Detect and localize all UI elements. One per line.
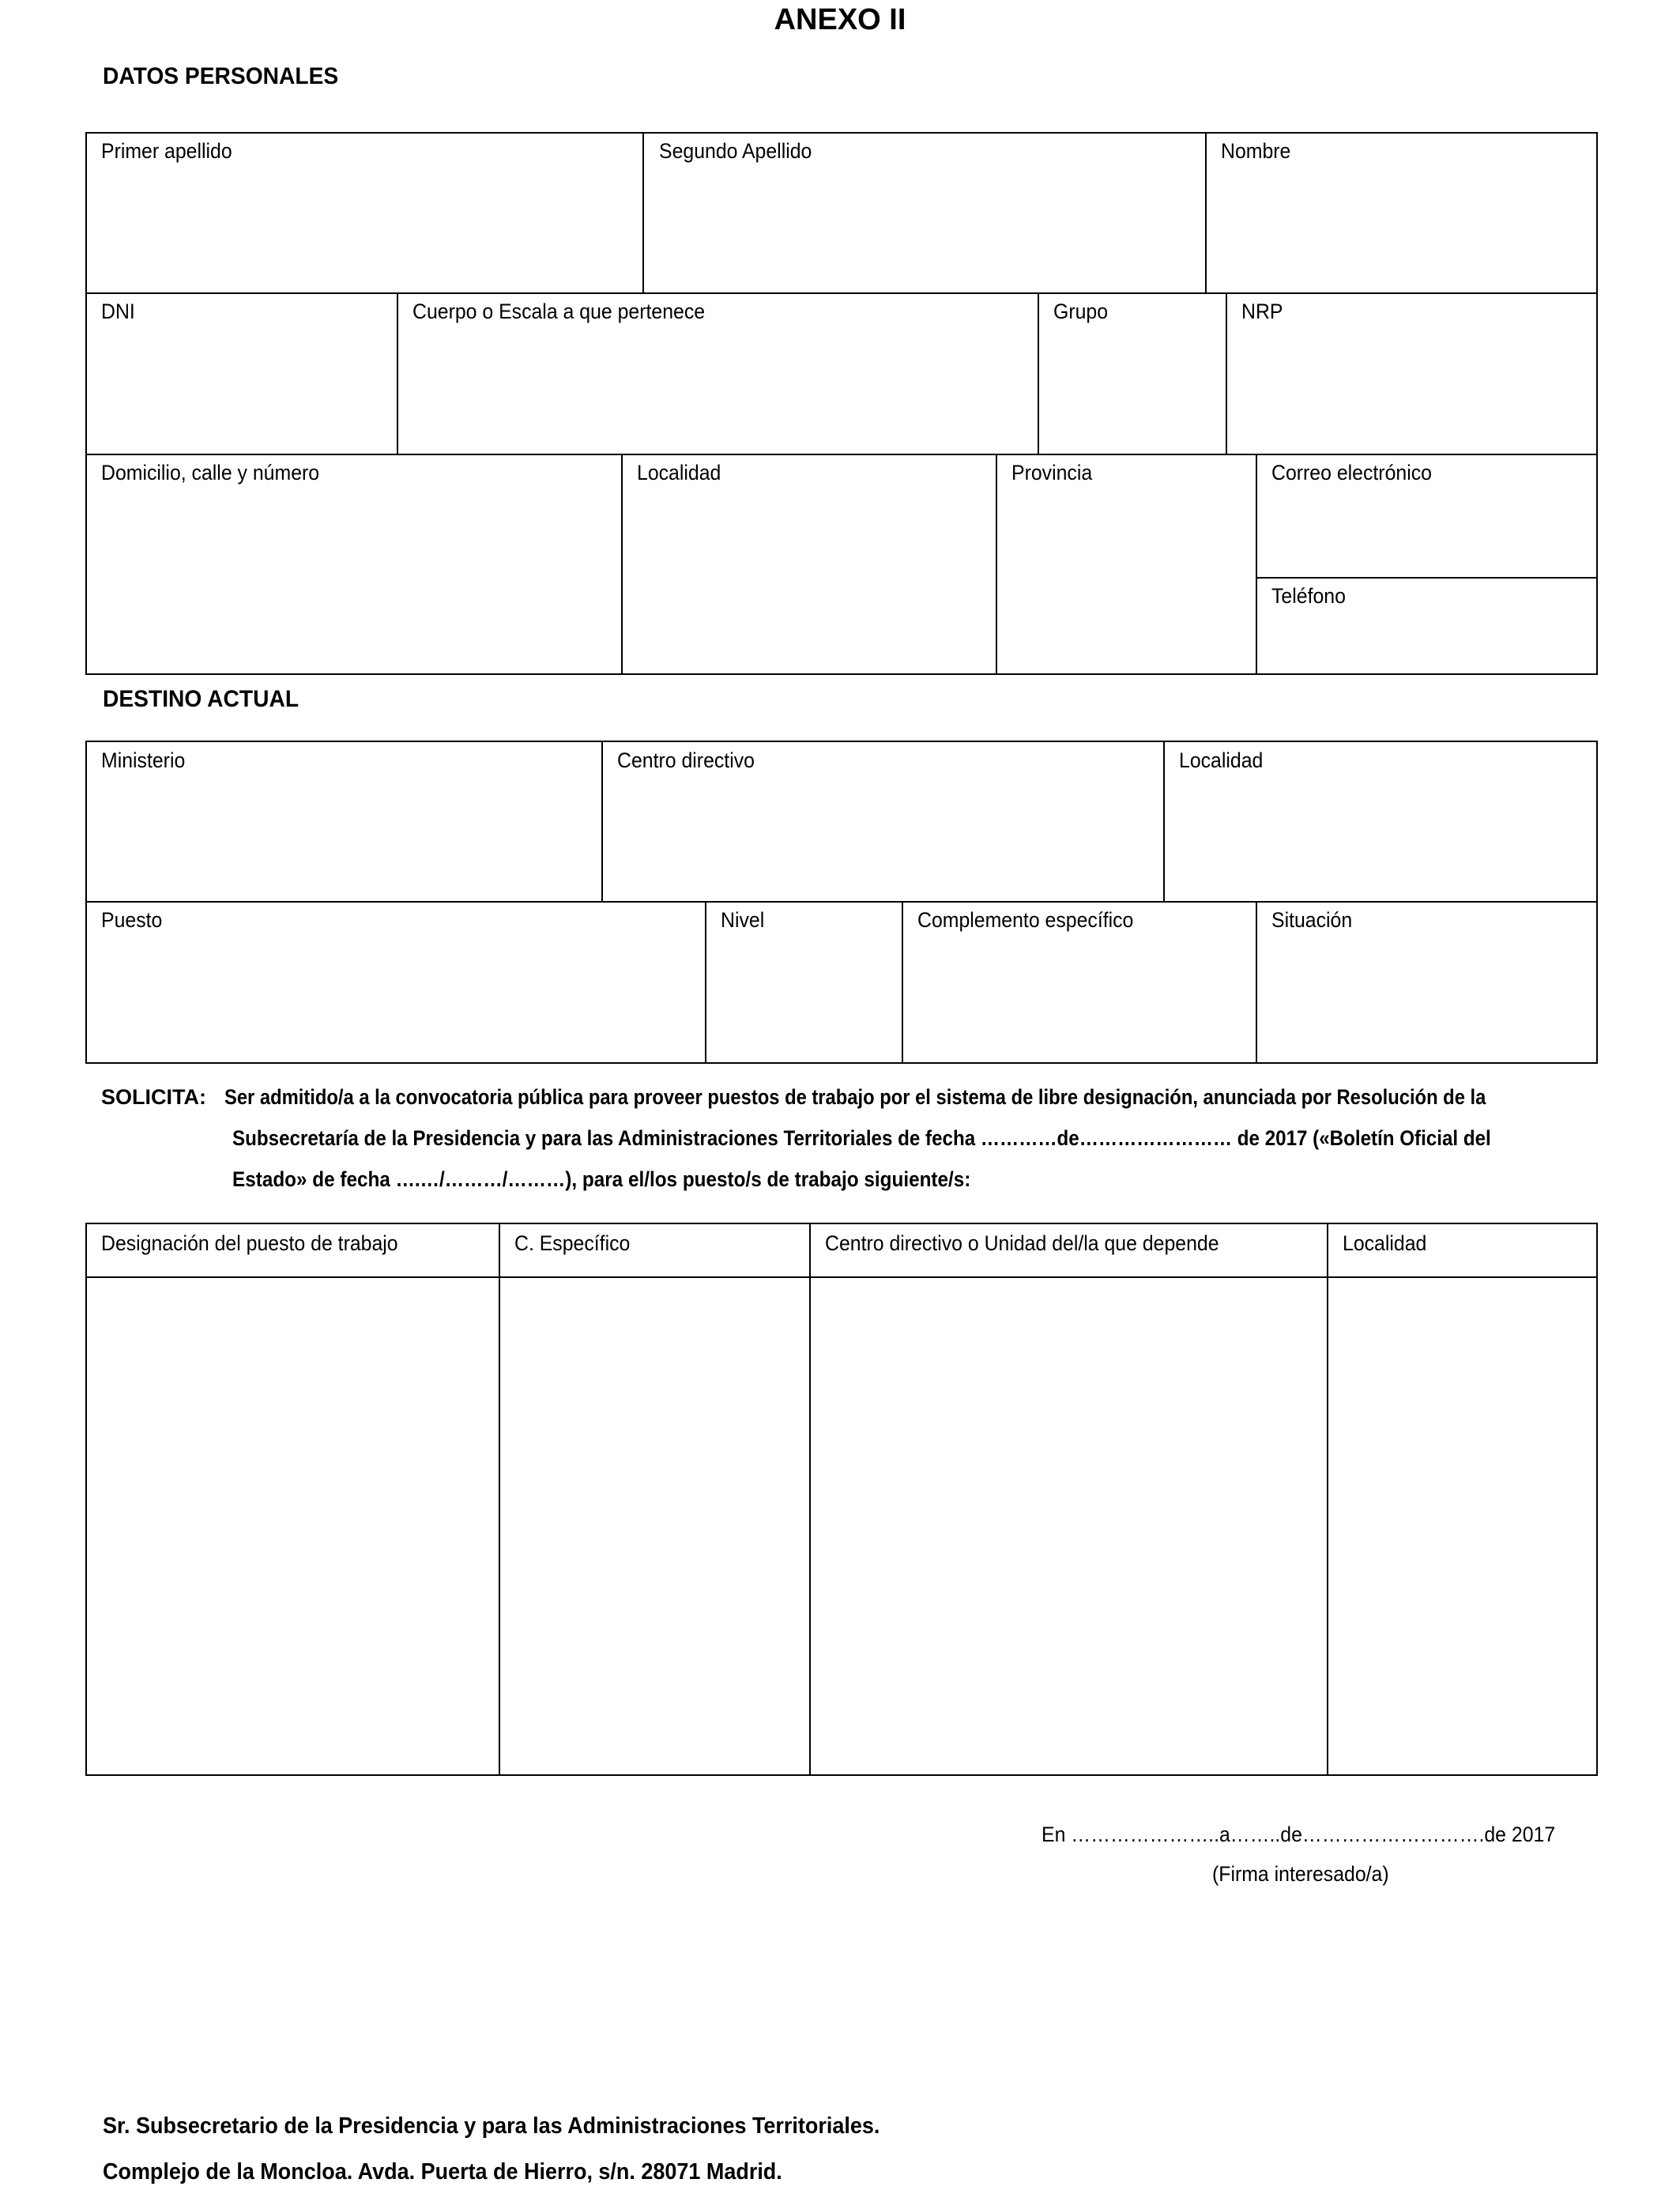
- field-nrp[interactable]: NRP: [1241, 300, 1283, 323]
- row-divider: [85, 901, 1598, 903]
- signature-caption: (Firma interesado/a): [1212, 1862, 1389, 1886]
- col-divider: [642, 132, 644, 293]
- column-header-centro-directivo: Centro directivo o Unidad del/la que depende: [825, 1231, 1219, 1255]
- col-divider: [902, 901, 903, 1064]
- row-divider: [85, 454, 1598, 455]
- col-divider: [1256, 454, 1257, 675]
- col-divider: [1205, 132, 1207, 293]
- solicita-line-1: Ser admitido/a a la convocatoria pública para proveer puestos de trabajo por el sistema de libre designación, anunciada por Resolución de la: [224, 1085, 1486, 1109]
- field-telefono[interactable]: Teléfono: [1271, 584, 1346, 608]
- col-divider: [1226, 292, 1227, 454]
- field-nivel[interactable]: Nivel: [721, 908, 765, 932]
- col-divider: [397, 292, 398, 454]
- column-header-c-especifico: C. Específico: [514, 1231, 631, 1255]
- col-divider: [1256, 901, 1257, 1064]
- field-grupo[interactable]: Grupo: [1053, 300, 1109, 323]
- cell-c-especifico[interactable]: [500, 1278, 809, 1774]
- col-divider: [601, 741, 603, 902]
- signature-place-date: En …………………..a……..de……………………….de 2017: [1042, 1823, 1556, 1846]
- field-primer-apellido[interactable]: Primer apellido: [101, 139, 232, 163]
- field-localidad[interactable]: Localidad: [637, 461, 721, 484]
- field-destino-localidad[interactable]: Localidad: [1179, 748, 1264, 772]
- solicita-label: SOLICITA:: [101, 1085, 206, 1109]
- recipient-line-1: Sr. Subsecretario de la Presidencia y para las Administraciones Territoriales.: [103, 2113, 880, 2139]
- row-divider: [1256, 577, 1598, 579]
- col-divider: [705, 901, 706, 1064]
- section-destino-actual: DESTINO ACTUAL: [103, 686, 299, 712]
- field-correo-electronico[interactable]: Correo electrónico: [1271, 461, 1432, 484]
- cell-localidad[interactable]: [1328, 1278, 1596, 1774]
- solicita-line-3: Estado» de fecha ….…/………/………), para el/los puesto/s de trabajo siguiente/s:: [232, 1167, 971, 1191]
- solicita-line-2: Subsecretaría de la Presidencia y para las Administraciones Territoriales de fecha …………de…………………… de 2017 («Boletín Oficial del: [232, 1126, 1491, 1150]
- field-situacion[interactable]: Situación: [1271, 908, 1353, 932]
- field-nombre[interactable]: Nombre: [1221, 139, 1291, 163]
- recipient-line-2: Complejo de la Moncloa. Avda. Puerta de Hierro, s/n. 28071 Madrid.: [103, 2159, 782, 2185]
- personal-table-border: [85, 132, 1598, 675]
- field-domicilio[interactable]: Domicilio, calle y número: [101, 461, 320, 484]
- field-segundo-apellido[interactable]: Segundo Apellido: [659, 139, 812, 163]
- col-divider: [996, 454, 997, 675]
- column-header-designacion: Designación del puesto de trabajo: [101, 1231, 398, 1255]
- field-complemento-especifico[interactable]: Complemento específico: [917, 908, 1134, 932]
- document-title: ANEXO II: [774, 3, 906, 36]
- field-dni[interactable]: DNI: [101, 300, 135, 323]
- column-header-localidad: Localidad: [1343, 1231, 1427, 1255]
- field-puesto[interactable]: Puesto: [101, 908, 163, 932]
- field-ministerio[interactable]: Ministerio: [101, 748, 186, 772]
- col-divider: [1163, 741, 1165, 902]
- cell-centro-directivo[interactable]: [811, 1278, 1327, 1774]
- row-divider: [85, 292, 1598, 294]
- field-centro-directivo[interactable]: Centro directivo: [617, 748, 755, 772]
- col-divider: [621, 454, 623, 675]
- field-cuerpo-escala[interactable]: Cuerpo o Escala a que pertenece: [412, 300, 706, 323]
- cell-designacion[interactable]: [87, 1278, 499, 1774]
- field-provincia[interactable]: Provincia: [1011, 461, 1093, 484]
- section-datos-personales: DATOS PERSONALES: [103, 63, 339, 89]
- col-divider: [1038, 292, 1039, 454]
